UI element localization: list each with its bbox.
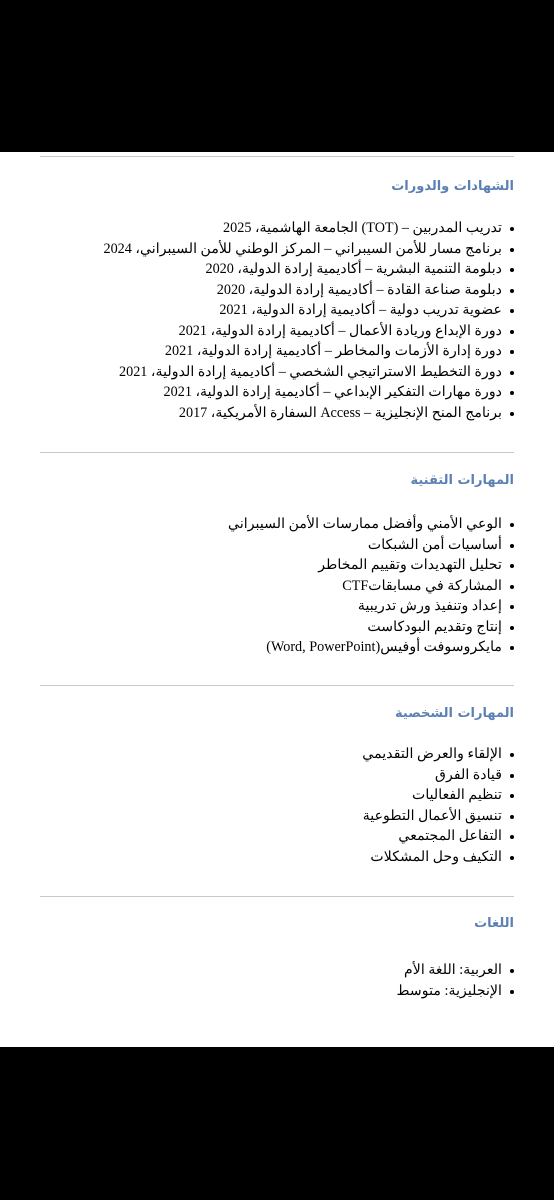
certificates-list	[103, 218, 514, 423]
list-item: برنامج المنح الإنجليزية – Access السفارة الأمريكية، 2017	[103, 403, 514, 424]
list-item: الإنجليزية: متوسط	[396, 981, 514, 1002]
list-item: إعداد وتنفيذ ورش تدريبية	[228, 596, 514, 617]
list-item: تنسيق الأعمال التطوعية	[362, 806, 514, 827]
list-item: دورة التخطيط الاستراتيجي الشخصي – أكاديمية إرادة الدولية، 2021	[103, 362, 514, 383]
list-item: الإلقاء والعرض التقديمي	[362, 744, 514, 765]
list-item: أساسيات أمن الشبكات	[228, 535, 514, 556]
list-item: برنامج مسار للأمن السيبراني – المركز الوطني للأمن السيبراني، 2024	[103, 239, 514, 260]
list-item: دورة الإبداع وريادة الأعمال – أكاديمية إرادة الدولية، 2021	[103, 321, 514, 342]
list-item: إنتاج وتقديم البودكاست	[228, 617, 514, 638]
list-item: المشاركة في مسابقاتCTF	[228, 576, 514, 597]
section-divider	[40, 156, 514, 157]
list-item: دبلومة صناعة القادة – أكاديمية إرادة الدولية، 2020	[103, 280, 514, 301]
list-item: دبلومة التنمية البشرية – أكاديمية إرادة الدولية، 2020	[103, 259, 514, 280]
section-title-certificates: الشهادات والدورات	[391, 179, 514, 194]
list-item: دورة مهارات التفكير الإبداعي – أكاديمية إرادة الدولية، 2021	[103, 382, 514, 403]
list-item: عضوية تدريب دولية – أكاديمية إرادة الدولية، 2021	[103, 300, 514, 321]
document-page[interactable]	[0, 152, 554, 1047]
technical-skills-list	[228, 514, 514, 658]
section-title-technical-skills: المهارات التقنية	[410, 473, 514, 488]
list-item: تحليل التهديدات وتقييم المخاطر	[228, 555, 514, 576]
section-divider	[40, 896, 514, 897]
list-item: دورة إدارة الأزمات والمخاطر – أكاديمية إرادة الدولية، 2021	[103, 341, 514, 362]
list-item: الوعي الأمني وأفضل ممارسات الأمن السيبراني	[228, 514, 514, 535]
bottom-black-bar	[0, 1047, 554, 1200]
section-title-languages: اللغات	[474, 916, 514, 931]
list-item: العربية: اللغة الأم	[396, 960, 514, 981]
top-black-bar	[0, 0, 554, 152]
list-item: تدريب المدربين – (TOT) الجامعة الهاشمية، 2025	[103, 218, 514, 239]
list-item: تنظيم الفعاليات	[362, 785, 514, 806]
section-title-personal-skills: المهارات الشخصية	[395, 706, 514, 721]
section-divider	[40, 452, 514, 453]
personal-skills-list	[362, 744, 514, 867]
list-item: التكيف وحل المشكلات	[362, 847, 514, 868]
languages-list	[396, 960, 514, 1001]
list-item: قيادة الفرق	[362, 765, 514, 786]
list-item: مايكروسوفت أوفيس(Word, PowerPoint)	[228, 637, 514, 658]
list-item: التفاعل المجتمعي	[362, 826, 514, 847]
section-divider	[40, 685, 514, 686]
